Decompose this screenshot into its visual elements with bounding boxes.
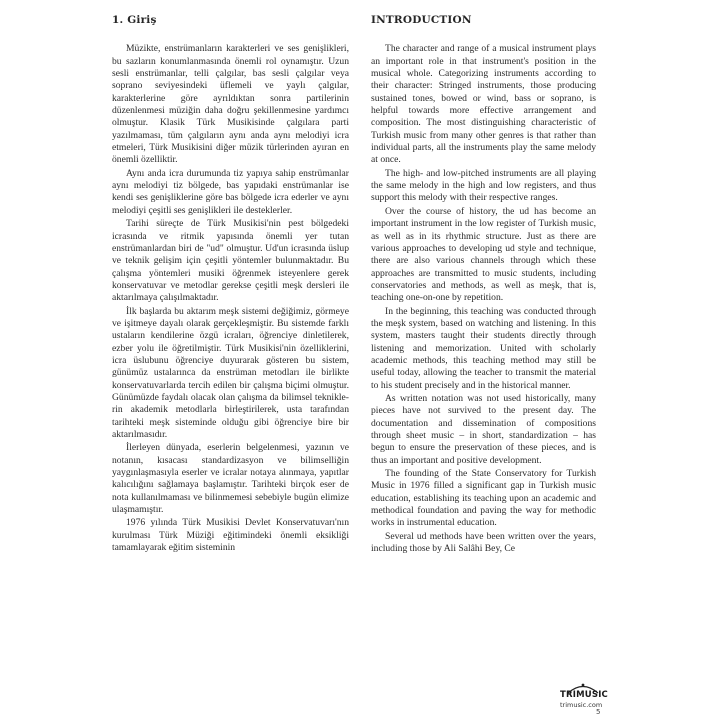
page-number: 5 bbox=[596, 708, 601, 716]
turkish-paragraph: Aynı anda icra durumunda tiz yapıya sahip enstrümanlar aynı melodiyi tiz bölgede, bas yapıdaki enstrümanlar ise kendi ses genişliklerine göre bas bölgede icra ederler ve aynı melodiyi çeşitli ses genişlikleri ile desteklerler. bbox=[112, 167, 349, 216]
turkish-paragraph: Tarihi süreçte de Türk Musikisi'nin pest bölgedeki icrasında ve ritmik yapısında önemli yer tutan enstrümanlardan biri de "ud" olmuştur. Ud'un icrasında üslup ve teknik gelişim için çeşitli yöntemler bulunmaktadır. Bu çalışma yöntemleri musiki öğrenmek isteyenlere gerek konservatuvar ve metodlar gerekse çeşitli meşk dersleri ile aktarılmaya çalışılmaktadır. bbox=[112, 218, 349, 304]
turkish-column bbox=[112, 14, 349, 555]
english-paragraph: The character and range of a musical instrument plays an important role in that instrument's position in the musical whole. Categorizing instruments according to their character: Stringed instruments, those producing sustained tones, bowed or wind, bass or soprano, is helpful towards more effective arrangement and composition. The most distinguishing characteristic of Turkish music from many other genres is that rather than individual parts, all the instruments play the same melody at once. bbox=[371, 43, 596, 166]
trimusic-watermark-logo bbox=[560, 690, 606, 716]
english-paragraph: Several ud methods have been written over the years, including those by Ali Salâhi Bey, Ce bbox=[371, 530, 596, 555]
english-heading: INTRODUCTION bbox=[371, 14, 472, 26]
turkish-paragraph: İlk başlarda bu aktarım meşk sistemi değiğimiz, görmeye ve işitmeye dayalı olarak gerçekleşmiştir. Bu sistemde farklı ustaların kendilerine özgü icraları, öğrenciye dinletilerek, ezber yolu ile öğretilmiştir. Türk Musikisi'nin özelliklerini, icra üslubunu öğrenciye duyurarak gösteren bu sistem, günümüz ustalarınca da enstrüman metodları ile birlikte konservatuvarlarda tercih edilen bir çalışma biçimi olmuştur. Günümüzde faydalı olacak olan çalışma da bilimsel teknikle-rin akademik metodlarla birleştirilerek, usta tarafından tarihteki meşk sisteminde olduğu gibi öğrenciye bire bir aktarılmasıdır. bbox=[112, 305, 349, 440]
turkish-paragraph: 1976 yılında Türk Musikisi Devlet Konservatuvarı'nın kurulması Türk Müziği eğitimindeki önemli eksikliği tamamlayarak eğitim sisteminin bbox=[112, 517, 349, 554]
english-paragraph: In the beginning, this teaching was conducted through the meşk system, based on watching and listening. In this system, masters taught their students directly through listening and memorization. United with scholarly academic methods, this teaching method may still be useful today, allowing the teacher to transmit the material to his student precisely and in the historical manner. bbox=[371, 305, 596, 391]
english-paragraph: The high- and low-pitched instruments are all playing the same melody in the high and low registers, and thus support this melody with their respective ranges. bbox=[371, 167, 596, 204]
logo-wordmark: TRIMUSIC bbox=[560, 690, 608, 700]
logo-url: trimusic.com bbox=[560, 701, 603, 709]
english-paragraph: As written notation was not used historically, many pieces have not survived to the present day. The documentation and dissemination of compositions through sheet music – in short, standardization – has begun to ensure the preservation of these pieces, and is thus an important and positive development. bbox=[371, 392, 596, 466]
turkish-paragraph: Müzikte, enstrümanların karakterleri ve ses genişlikleri, bu sazların konumlanmasında önemli rol oynamıştır. Uzun sesli enstrümanlar, telli çalgılar, bas sesli çalgılar veya soprano seviyesindeki üflemeli ve yaylı çalgılar, karakterlerine göre ayrıldıktan sonra partilerinin düzenlenmesi müziğin daha doğru şekillenmesine yardımcı olmuştur. Klasik Türk Musikisinde çalgılara parti yazılmaması, tüm çalgıların aynı anda aynı melodiyi icra etmeleri, Türk Musikisini diğer müzik türlerinden ayıran en önemli özelliktir. bbox=[112, 43, 349, 166]
turkish-paragraph: İlerleyen dünyada, eserlerin belgelenmesi, yazının ve notanın, kısacası standardizasyon ve bilimselliğin yaygınlaşmasıyla eserler ve icralar notaya alınmaya, yapıtlar kalıcılığını sağlamaya başlamıştır. Tarihteki birçok eser de nota kullanılmaması ve bilinmemesi sebebiyle bugün elimize ulaşmamıştır. bbox=[112, 442, 349, 516]
english-paragraph: The founding of the State Conservatory for Turkish Music in 1976 filled a significant gap in Turkish music education, establishing its teaching upon an academic and methodical foundation and paving the way for methodic works in instrumental education. bbox=[371, 468, 596, 529]
turkish-heading: 1. Giriş bbox=[112, 14, 157, 26]
english-column bbox=[371, 14, 596, 556]
english-paragraph: Over the course of history, the ud has become an important instrument in the low register of Turkish music, as well as in its rhythmic structure. Just as there are various approaches to developing ud style and technique, there are also various channels through which these approaches are transmitted to music students, including conservatories and methods, as well as meşk, that is, teaching one-on-one by repetition. bbox=[371, 205, 596, 304]
